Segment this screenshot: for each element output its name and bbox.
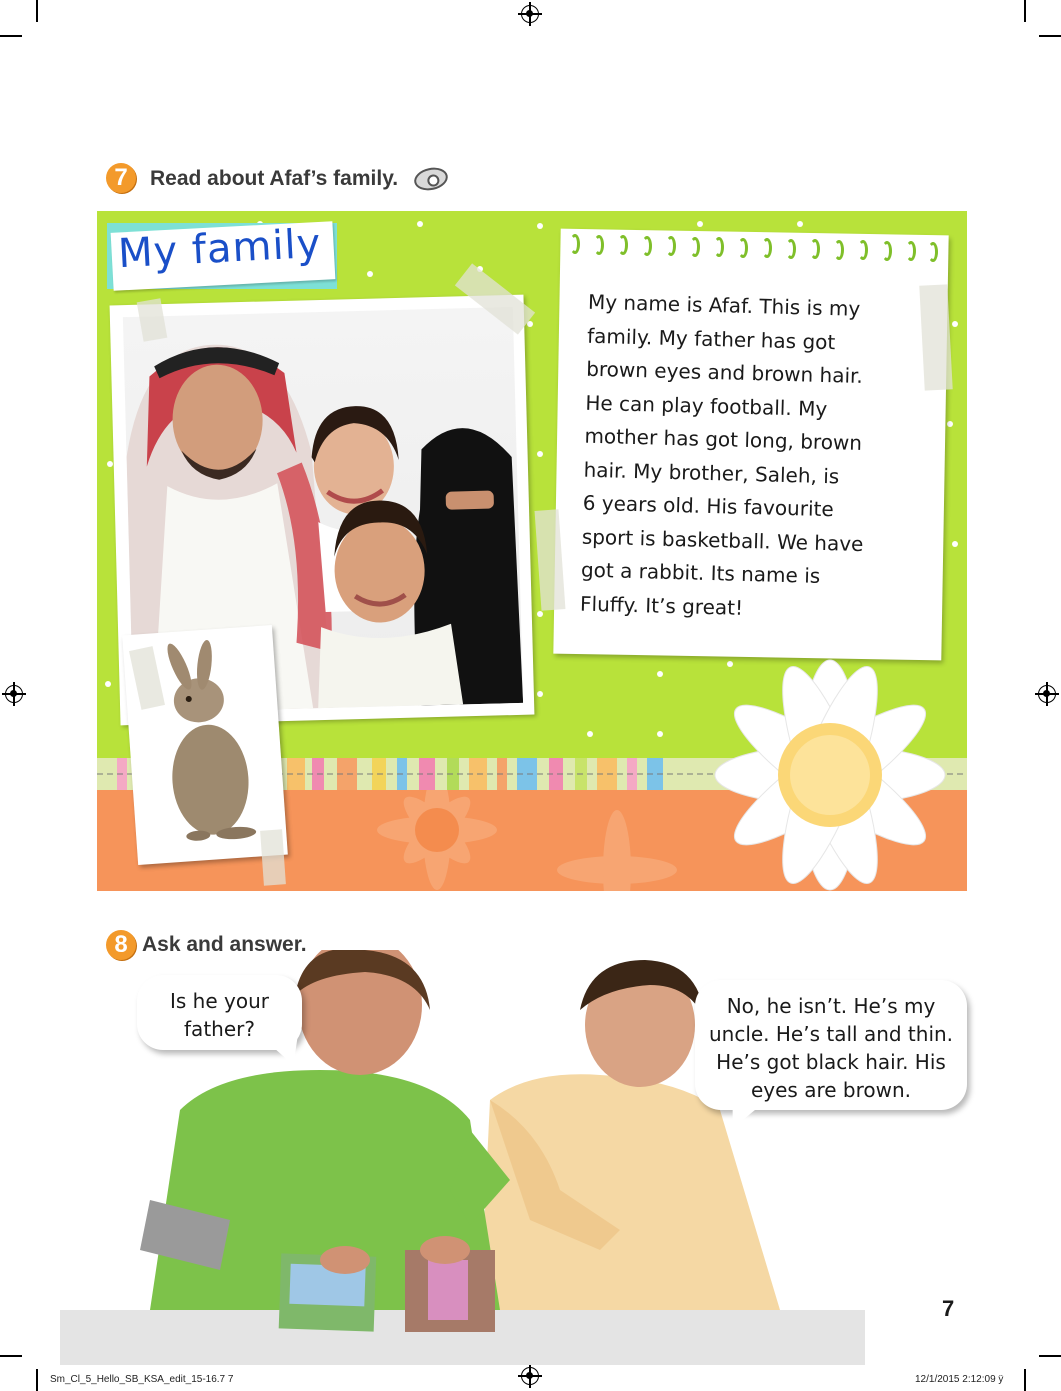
registration-mark-icon <box>521 1367 539 1385</box>
crop-mark <box>1024 0 1026 22</box>
crop-mark <box>1024 1369 1026 1391</box>
text-line: got a rabbit. Its name is <box>580 557 821 588</box>
page-number: 7 <box>942 1296 955 1321</box>
daisy-flower <box>680 640 970 891</box>
tape-strip <box>919 284 952 390</box>
exercise-number-badge: 7 <box>106 163 136 193</box>
text-line: He can play football. My <box>585 390 828 421</box>
text-line: sport is basketball. We have <box>581 524 864 556</box>
crop-mark <box>0 35 22 37</box>
family-description <box>580 286 919 630</box>
exercise-heading: Read about Afaf’s family. <box>150 167 399 190</box>
crop-mark <box>36 1369 38 1391</box>
bubble-line: father? <box>184 1017 255 1041</box>
bubble-line: No, he isn’t. He’s my <box>726 994 936 1018</box>
notebook-rings <box>562 232 942 260</box>
crop-mark <box>0 1355 22 1357</box>
exercise-number-badge: 8 <box>106 930 136 960</box>
exercise-heading: Ask and answer. <box>142 933 307 956</box>
crop-mark <box>1039 35 1061 37</box>
footer-file: Sm_Cl_5_Hello_SB_KSA_edit_15-16.7 7 <box>50 1374 234 1385</box>
text-line: mother has got long, brown <box>584 423 863 455</box>
text-line: brown eyes and brown hair. <box>585 356 864 388</box>
bubble-line: Is he your <box>170 989 269 1013</box>
text-line: My name is Afaf. This is my <box>587 289 861 321</box>
text-line: family. My father has got <box>586 323 836 354</box>
text-line: Fluffy. It’s great! <box>579 591 744 620</box>
bubble-line: uncle. He’s tall and thin. <box>708 1022 954 1046</box>
page-title: My family <box>116 220 323 278</box>
crop-mark <box>1039 1355 1061 1357</box>
text-line: hair. My brother, Saleh, is <box>583 457 840 488</box>
tape-strip <box>260 829 286 885</box>
footer-date: 12/1/2015 2:12:09 ÿ <box>915 1374 1004 1385</box>
text-line: 6 years old. His favourite <box>582 490 835 522</box>
registration-mark-icon <box>521 5 539 23</box>
bubble-line: eyes are brown. <box>750 1078 912 1102</box>
registration-mark-icon <box>5 685 23 703</box>
audio-cd-icon[interactable] <box>412 165 450 194</box>
crop-mark <box>36 0 38 22</box>
registration-mark-icon <box>1038 685 1056 703</box>
speech-bubble-question <box>137 975 302 1050</box>
bubble-line: He’s got black hair. His <box>716 1050 946 1074</box>
speech-bubble-answer <box>695 980 967 1110</box>
